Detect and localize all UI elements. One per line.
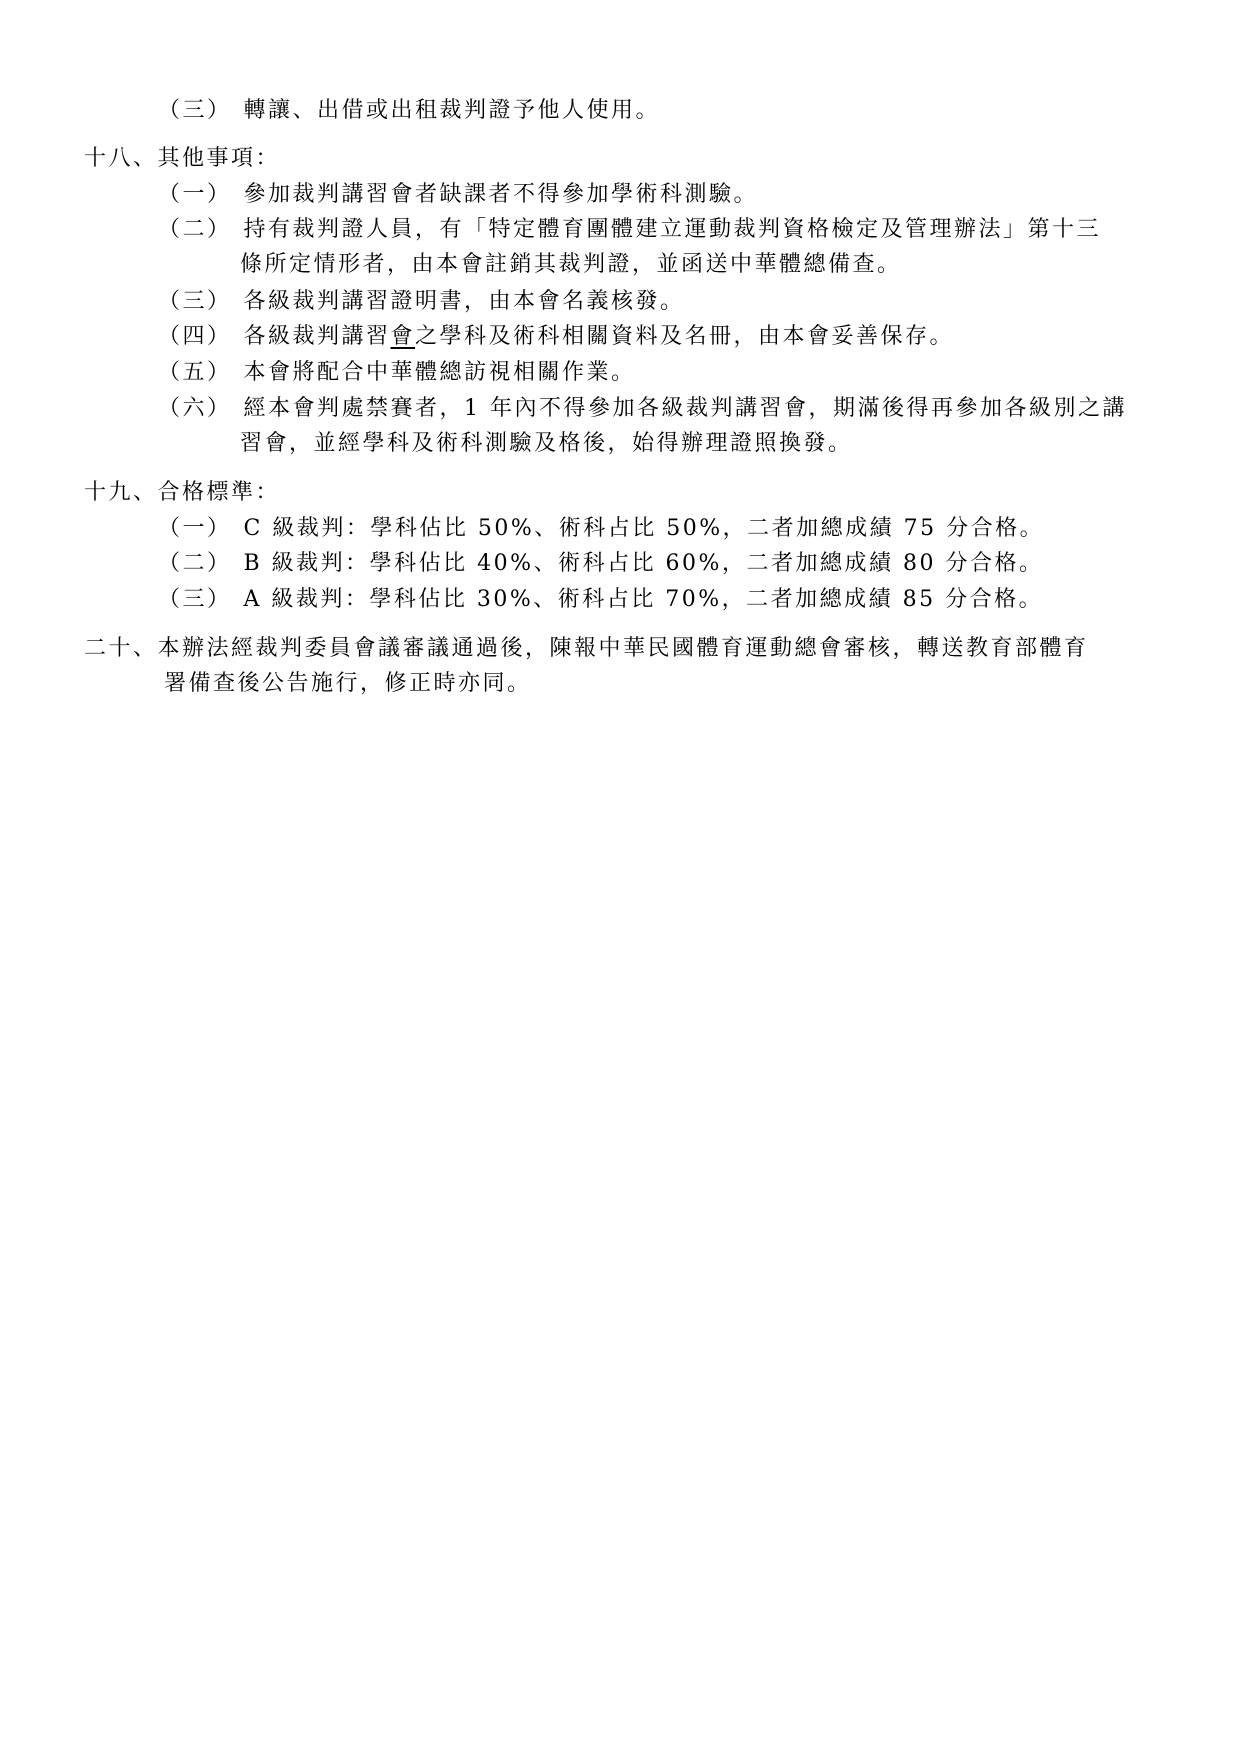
sub-text: B 級裁判：學科佔比 40%、術科占比 60%，二者加總成績 80 分合格。 [243,551,1044,576]
item-20-line-2: 署備查後公告施行，修正時亦同。 [164,671,532,696]
sub-text [244,324,955,349]
sub-text: A 級裁判：學科佔比 30%、術科占比 70%，二者加總成績 85 分合格。 [243,587,1044,612]
sub-text: C 級裁判：學科佔比 50%、術科占比 50%，二者加總成績 75 分合格。 [243,516,1045,541]
item-17-sub-3 [158,96,660,126]
sub-label: （二） [158,551,232,576]
sub-text-after: 之學科及術科相關資料及名冊，由本會妥善保存。 [415,324,955,349]
item-20-line-1: 二十、本辦法經裁判委員會議審議通過後，陳報中華民國體育運動總會審核，轉送教育部體育 [84,636,1089,661]
item-18-sub-5 [158,358,636,388]
item-18-sub-2-line-1 [158,215,1101,245]
sub-label: （二） [158,217,232,242]
sub-text: 轉讓、出借或出租裁判證予他人使用。 [243,98,661,123]
sub-text-before: 各級裁判講習 [243,324,391,349]
sub-text: 本會將配合中華體總訪視相關作業。 [243,360,636,385]
item-18-sub-4 [158,322,954,352]
item-19-sub-1 [158,514,1044,544]
sub-label: （六） [158,396,232,421]
sub-label: （四） [158,324,232,349]
sub-text: 經本會判處禁賽者，1 年內不得參加各級裁判講習會，期滿後得再參加各級別之講 [243,396,1128,421]
item-18-heading: 十八、其他事項： [84,146,281,171]
item-19-heading: 十九、合格標準： [84,480,281,505]
sub-label: （一） [158,182,232,207]
item-18-sub-3 [158,287,685,317]
sub-label: （五） [158,360,232,385]
sub-label: （三） [158,289,232,314]
item-18-sub-1 [158,180,758,210]
item-18-sub-2-line-2: 條所定情形者，由本會註銷其裁判證，並函送中華體總備查。 [240,252,902,277]
item-19-sub-2 [158,549,1043,579]
sub-label: （三） [158,587,232,612]
sub-text: 參加裁判講習會者缺課者不得參加學術科測驗。 [243,182,759,207]
sub-text-underlined: 會 [390,324,416,349]
item-18-sub-6-line-2: 習會，並經學科及術科測驗及格後，始得辦理證照換發。 [240,431,853,456]
sub-text: 各級裁判講習證明書，由本會名義核發。 [243,289,685,314]
sub-text: 持有裁判證人員，有「特定體育團體建立運動裁判資格檢定及管理辦法」第十三 [243,217,1102,242]
sub-label: （三） [158,98,232,123]
sub-label: （一） [158,516,232,541]
item-18-sub-6-line-1 [158,394,1127,424]
item-19-sub-3 [158,585,1043,615]
